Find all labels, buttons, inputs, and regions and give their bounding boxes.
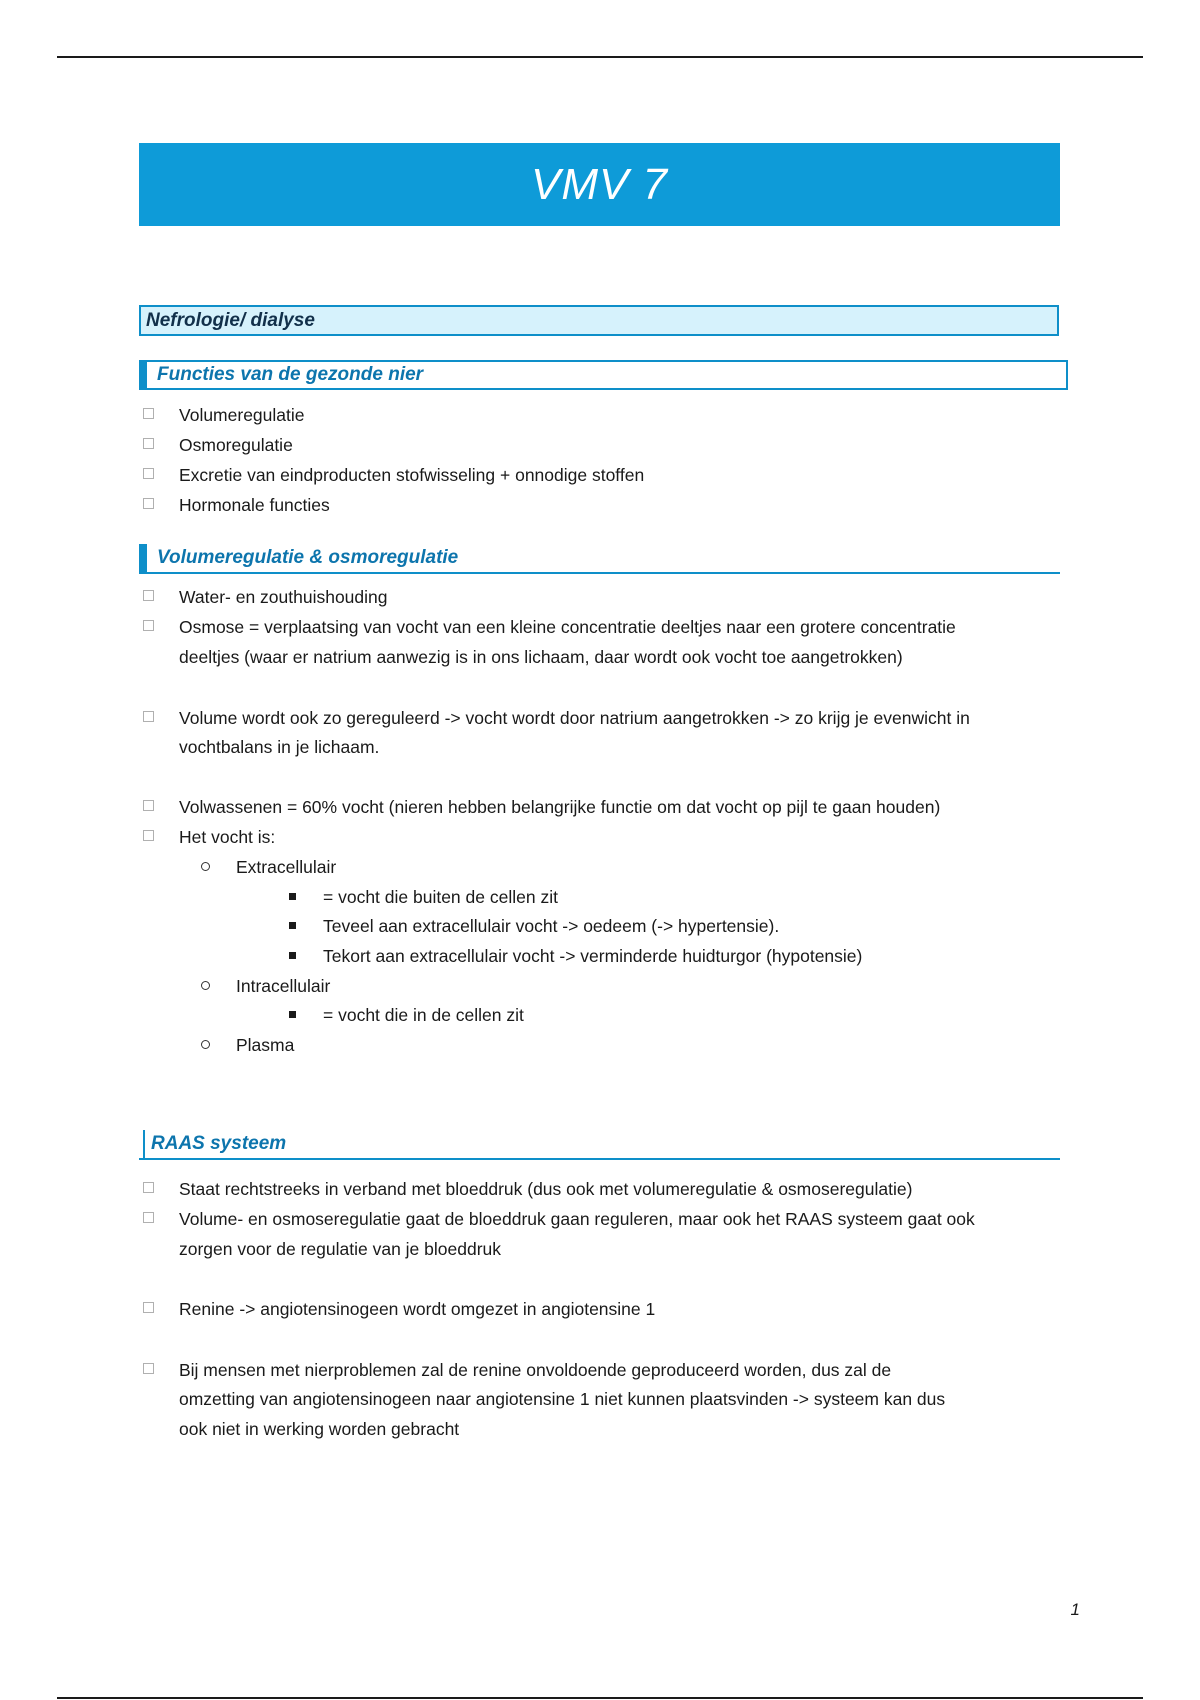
page-number: 1 [1070, 1600, 1080, 1619]
title-banner [139, 143, 1060, 226]
square-bullet-icon [289, 893, 296, 900]
header-rule [57, 56, 1143, 58]
section-box [139, 305, 1059, 336]
checkbox-bullet-icon [143, 800, 154, 811]
footer-rule [57, 1697, 1143, 1699]
heading-raas-text: RAAS systeem [151, 1133, 287, 1154]
circle-bullet-icon [201, 862, 210, 871]
heading-accent-bar [143, 1130, 145, 1158]
heading-functies-text: Functies van de gezonde nier [157, 364, 424, 385]
heading-volume-text: Volumeregulatie & osmoregulatie [157, 547, 459, 568]
checkbox-bullet-icon [143, 830, 154, 841]
heading-volume [139, 544, 1060, 574]
checkbox-bullet-icon [143, 1212, 154, 1223]
heading-functies [139, 360, 1068, 390]
checkbox-bullet-icon [143, 620, 154, 631]
document-title: VMV 7 [530, 159, 669, 209]
checkbox-bullet-icon [143, 711, 154, 722]
heading-accent-bar [139, 544, 147, 572]
checkbox-bullet-icon [143, 590, 154, 601]
checkbox-bullet-icon [143, 438, 154, 449]
square-bullet-icon [289, 1011, 296, 1018]
section-title: Nefrologie/ dialyse [146, 309, 315, 331]
checkbox-bullet-icon [143, 468, 154, 479]
checkbox-bullet-icon [143, 1302, 154, 1313]
checkbox-bullet-icon [143, 408, 154, 419]
heading-raas [139, 1130, 1060, 1160]
square-bullet-icon [289, 922, 296, 929]
checkbox-bullet-icon [143, 1363, 154, 1374]
circle-bullet-icon [201, 981, 210, 990]
checkbox-bullet-icon [143, 1182, 154, 1193]
circle-bullet-icon [201, 1040, 210, 1049]
checkbox-bullet-icon [143, 498, 154, 509]
square-bullet-icon [289, 952, 296, 959]
heading-accent-bar [139, 362, 147, 388]
